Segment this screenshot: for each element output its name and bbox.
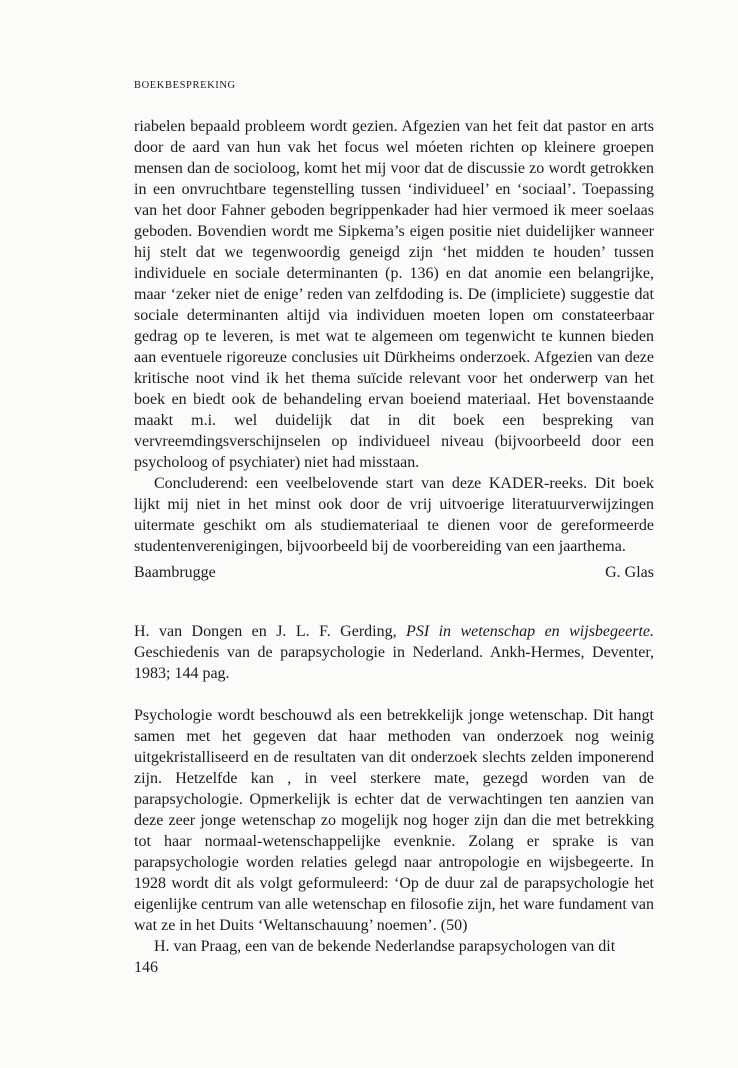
first-review-paragraph-2: Concluderend: een veelbelovende start van deze KADER-reeks. Dit boek lijkt mij niet in het minst ook door de vrij uitvoerige literatuurverwijzingen uitermate geschikt om als studiemateriaal te dienen voor de gereformeerde studentenverenigingen, bijvoorbeeld bij de voorbereiding van een jaarthema. xyxy=(134,475,654,555)
page-number: 146 xyxy=(134,959,158,976)
book-authors: H. van Dongen en J. L. F. Gerding, xyxy=(134,623,407,640)
first-review-text xyxy=(134,116,654,557)
running-header: BOEKBESPREKING xyxy=(134,80,236,91)
reviewer-name: G. Glas xyxy=(605,564,654,581)
review-place: Baambrugge xyxy=(134,564,216,581)
second-review-heading xyxy=(134,621,654,684)
book-details: Geschiedenis van de parapsychologie in Nederland. Ankh-Hermes, Deventer, 1983; 144 pag. xyxy=(134,644,654,682)
review-signature xyxy=(134,562,654,583)
second-review-paragraph-1: Psychologie wordt beschouwd als een betrekkelijk jonge wetenschap. Dit hangt samen met het gegeven dat haar methoden van onderzoek nog weinig uitgekristalliseerd en de resultaten van dit onderzoek slechts zelden imponerend zijn. Hetzelfde kan , in veel sterkere mate, gezegd worden van de parapsychologie. Opmerkelijk is echter dat de verwachtingen ten aanzien van deze zeer jonge wetenschap zo mogelijk nog hoger zijn dan die met betrekking tot haar normaal-wetenschappelijke evenknie. Zolang er sprake is van parapsychologie worden relaties gelegd naar antropologie en wijsbegeerte. In 1928 wordt dit als volgt geformuleerd: ‘Op de duur zal de parapsychologie het eigenlijke centrum van alle wetenschap en filosofie zijn, het ware fundament van wat ze in het Duits ‘Weltanschauung’ noemen’. (50) xyxy=(134,707,654,934)
book-title: PSI in wetenschap en wijsbegeerte. xyxy=(406,623,654,640)
second-review-text xyxy=(134,705,654,957)
first-review-paragraph-1: riabelen bepaald probleem wordt gezien. Afgezien van het feit dat pastor en arts door de aard van hun vak het focus wel móeten richten op kleinere groepen mensen dan de socioloog, komt het mij voor dat de discussie zo wordt getrokken in een onvruchtbare tegenstelling tussen ‘individueel’ en ‘sociaal’. Toepassing van het door Fahner geboden begrippenkader had hier vermoed ik meer soelaas geboden. Bovendien wordt me Sipkema’s eigen positie niet duidelijker wanneer hij stelt dat we tegenwoordig geneigd zijn ‘het midden te houden’ tussen individuele en sociale determinanten (p. 136) en dat anomie een belangrijke, maar ‘zeker niet de enige’ reden van zelfdoding is. De (impliciete) suggestie dat sociale determinanten altijd via individuen moeten lopen om constateerbaar gedrag op te leveren, is met wat te algemeen om tegenwicht te kunnen bieden aan eventuele rigoreuze conclusies uit Dürkheims onderzoek. Afgezien van deze kritische noot vind ik het thema suïcide relevant voor het onderwerp van het boek en biedt ook de behandeling ervan boeiend materiaal. Het bovenstaande maakt m.i. wel duidelijk dat in dit boek een bespreking van vervreemdingsverschijnselen op individueel niveau (bijvoorbeeld door een psycholoog of psychiater) niet had misstaan. xyxy=(134,118,654,471)
second-review-paragraph-2: H. van Praag, een van de bekende Nederlandse parapsychologen van dit xyxy=(154,938,616,955)
